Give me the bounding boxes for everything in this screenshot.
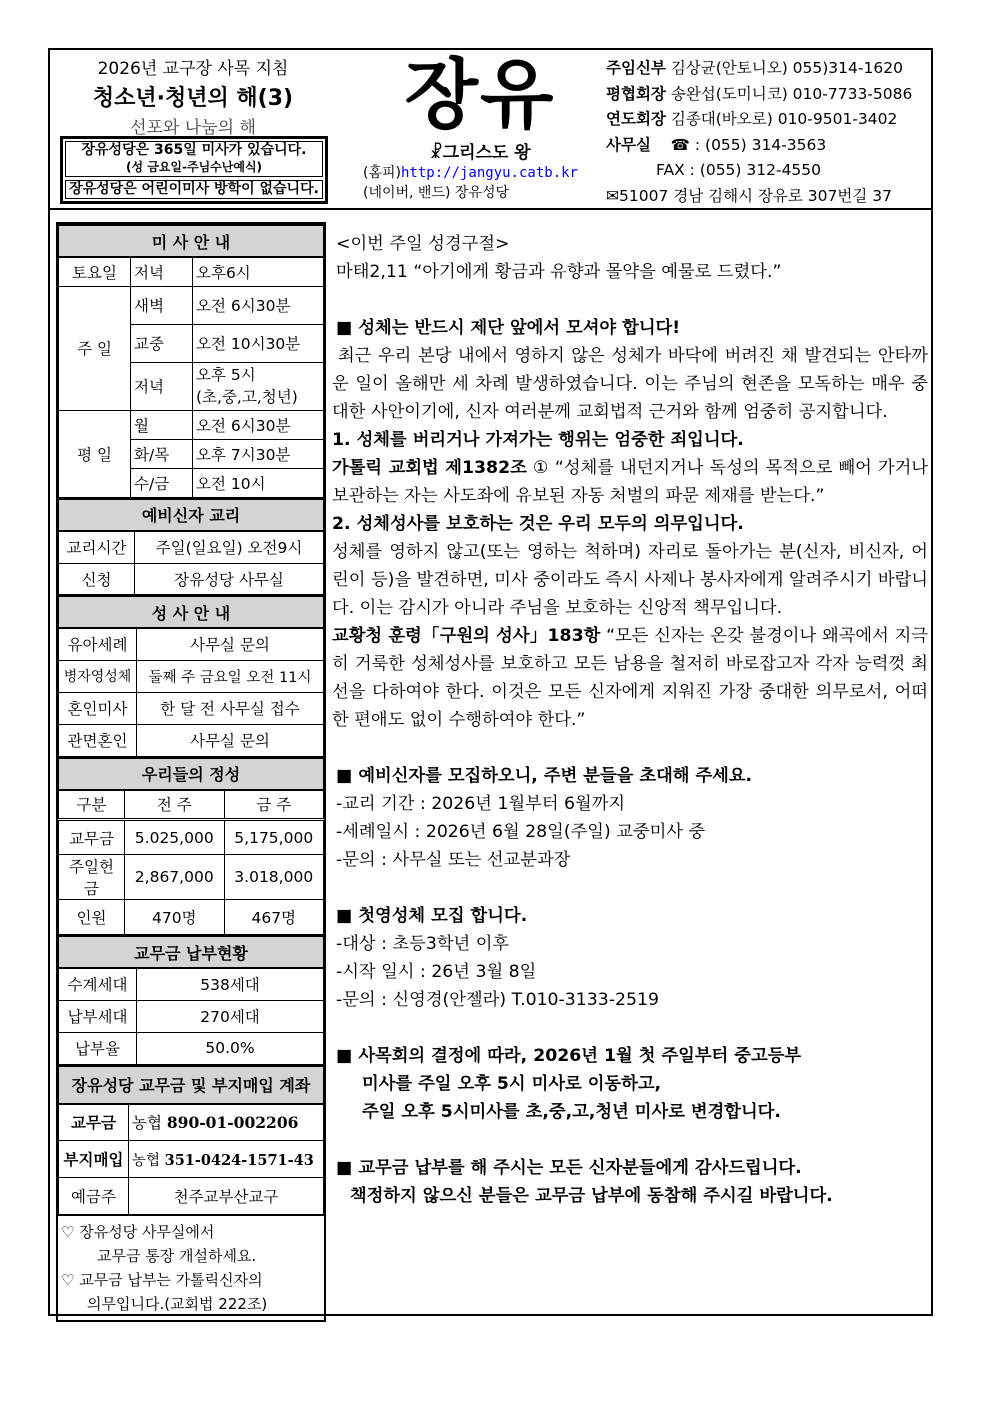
sacrament-table xyxy=(58,595,324,757)
address: 51007 경남 김해시 장유로 307번길 37 xyxy=(619,186,892,205)
feast-name: 그리스도 왕 xyxy=(442,143,531,163)
contact-row xyxy=(606,82,936,108)
section-title: 우리들의 정성 xyxy=(59,758,324,790)
section-title: ■ 예비신자를 모집하오니, 주변 분들을 초대해 주세요. xyxy=(336,766,753,786)
paragraph: 최근 우리 본당 내에서 영하지 않은 성체가 바닥에 버려진 채 발견되는 안타까운 일이 올해만 세 차례 발생하였습니다. 이는 주님의 현존을 모독하는 매우 중대한 사안이기에, 신자 여러분께 교회법적 근거와 함께 엄중히 공지합니다. xyxy=(332,346,928,422)
list-item: -대상 : 초등3학년 이후 xyxy=(336,934,510,954)
cell: 주 일 xyxy=(59,286,131,410)
cell: 평 일 xyxy=(59,410,131,497)
account-number: 890-01-002206 xyxy=(166,1113,299,1133)
section-title: 성 사 안 내 xyxy=(59,596,324,628)
contact-row xyxy=(606,56,936,82)
cell: 오전 10시30분 xyxy=(193,324,324,362)
note-line: ♡ 교무금 납부는 가톨릭신자의 xyxy=(61,1271,263,1289)
cell: 오후 7시30분 xyxy=(193,439,324,468)
cell: 전 주 xyxy=(125,790,225,820)
cell: 5,175,000 xyxy=(224,820,324,855)
cell: 5.025,000 xyxy=(125,820,225,855)
cell: 교무금 xyxy=(59,1104,129,1141)
bank: 농협 xyxy=(132,1114,162,1133)
cell: 신청 xyxy=(59,564,135,595)
section-title: ■ 사목회의 결정에 따라, 2026년 1월 첫 주일부터 중고등부 xyxy=(336,1046,802,1066)
section-title: 장유성당 교무금 및 부지매입 계좌 xyxy=(59,1066,324,1104)
section-title: ■ 첫영성체 모집 합니다. xyxy=(336,906,528,926)
cell: 구분 xyxy=(59,790,125,820)
info: 김종대(바오로) 010-9501-3402 xyxy=(670,110,898,128)
section-title: ■ 성체는 반드시 제단 앞에서 모셔야 합니다! xyxy=(336,318,681,338)
cell: 수/금 xyxy=(131,468,193,497)
cell: 저녁 xyxy=(131,362,193,410)
role: 평협회장 xyxy=(606,84,666,103)
quote xyxy=(332,454,928,510)
info: 김상균(안토니오) 055)314-1620 xyxy=(670,59,903,77)
subheading: 1. 성체를 버리거나 가져가는 행위는 엄중한 죄입니다. xyxy=(332,430,744,450)
cell: 수계세대 xyxy=(59,968,137,1000)
time: 오후 5시 xyxy=(196,366,256,384)
cell: 둘째 주 금요일 오전 11시 xyxy=(137,660,324,692)
cell: 병자영성체 xyxy=(59,660,137,692)
notice-box xyxy=(60,136,328,204)
office-row xyxy=(606,133,936,159)
masthead xyxy=(355,52,605,203)
section-title: ■ 교무금 납부를 해 주시는 모든 신자분들에게 감사드립니다. xyxy=(336,1158,802,1178)
cell: 467명 xyxy=(224,900,324,935)
cell xyxy=(129,1104,324,1141)
cell: 천주교부산교구 xyxy=(129,1178,324,1215)
subtheme: 선포와 나눔의 해 xyxy=(130,118,256,138)
notes xyxy=(58,1215,324,1320)
cell: 오후6시 xyxy=(193,257,324,286)
role: 주임신부 xyxy=(606,59,666,77)
cell: 혼인미사 xyxy=(59,692,137,724)
cell: 관면혼인 xyxy=(59,724,137,756)
logo: 장유 xyxy=(404,50,556,139)
paragraph: 성체를 영하지 않고(또는 영하는 척하며) 자리로 돌아가는 분(신자, 비신자, 어린이 등)을 발견하면, 미사 중이라도 즉시 사제나 봉사자에게 알려주시기 바랍니다. 이는 감시가 아니라 주님을 보호하는 신앙적 책무입니다. xyxy=(332,542,928,618)
theme-title: 청소년·청년의 해(3) xyxy=(92,86,294,111)
sidebar xyxy=(56,222,326,1322)
notice-children: 장유성당은 어린이미사 방학이 없습니다. xyxy=(65,180,323,199)
section-line: 주일 오후 5시미사를 초,중,고,청년 미사로 변경합니다. xyxy=(362,1102,781,1122)
cell: 인원 xyxy=(59,900,125,935)
cell: 부지매입 xyxy=(59,1141,129,1178)
catechism-table xyxy=(58,498,324,596)
notice-365 xyxy=(65,141,323,177)
notice-sub: (성 금요일-주님수난예식) xyxy=(125,160,263,174)
cell: 오전 6시30분 xyxy=(193,410,324,439)
sns-line: (네이버, 밴드) 장유성당 xyxy=(363,185,509,201)
cell: 사무실 문의 xyxy=(137,628,324,660)
bank: 농협 xyxy=(132,1152,161,1169)
section-line: 미사를 주일 오후 5시 미사로 이동하고, xyxy=(362,1074,662,1094)
subheading: 2. 성체성사를 보호하는 것은 우리 모두의 의무입니다. xyxy=(332,514,744,534)
contacts xyxy=(606,56,936,209)
feast-line xyxy=(355,138,605,163)
cell: 주일(일요일) 오전9시 xyxy=(135,531,324,564)
cell: 오전 10시 xyxy=(193,468,324,497)
cell: 월 xyxy=(131,410,193,439)
quote xyxy=(332,622,928,734)
cell: 470명 xyxy=(125,900,225,935)
citation: 가톨릭 교회법 제1382조 xyxy=(332,458,527,478)
list-item: -세례일시 : 2026년 6월 28일(주일) 교중미사 중 xyxy=(336,822,706,842)
payment-table xyxy=(58,935,324,1065)
cell: 유아세례 xyxy=(59,628,137,660)
address-row xyxy=(606,184,936,210)
notice-text: 장유성당은 365일 미사가 있습니다. xyxy=(81,142,307,158)
cell xyxy=(129,1141,324,1178)
mail-icon: ✉ xyxy=(606,186,619,205)
homepage-label: (홈피) xyxy=(363,165,401,181)
citation: 교황청 훈령「구원의 성사」183항 xyxy=(332,626,601,646)
gospel-verse: 마태2,11 “아기에게 황금과 유향과 몰약을 예물로 드렸다.” xyxy=(336,262,782,282)
cell: 납부율 xyxy=(59,1032,137,1064)
cell: 오전 6시30분 xyxy=(193,286,324,324)
office-phone: ☎ : (055) 314-3563 xyxy=(670,135,827,154)
section-line: 책정하지 않으신 분들은 교무금 납부에 동참해 주시길 바랍니다. xyxy=(350,1186,833,1206)
cell: 장유성당 사무실 xyxy=(135,564,324,595)
cell: 교무금 xyxy=(59,820,125,855)
contact-row xyxy=(606,107,936,133)
fax-row: FAX : (055) 312-4550 xyxy=(656,161,822,179)
info: 송완섭(도미니코) 010-7733-5086 xyxy=(670,84,913,103)
mass-table xyxy=(58,224,324,498)
list-item: -교리 기간 : 2026년 1월부터 6월까지 xyxy=(336,794,626,814)
cell: 화/목 xyxy=(131,439,193,468)
gospel-title: <이번 주일 성경구절> xyxy=(336,234,510,254)
chi-rho-icon: ☧ xyxy=(429,143,443,163)
quote-text: “모든 신자는 온갖 불경이나 왜곡에서 지극히 거룩한 성체성사를 보호하고 모든 남용을 철저히 바로잡고자 각자 능력껏 최선을 다하여야 한다. 이것은 모든 신자에게 지워진 가장 중대한 의무로서, 어떠한 편애도 없이 수행하여야 한다.” xyxy=(332,626,928,730)
cell: 2,867,000 xyxy=(125,855,225,900)
account-number: 351-0424-1571-43 xyxy=(164,1151,314,1169)
cell: 한 달 전 사무실 접수 xyxy=(137,692,324,724)
homepage-link[interactable]: http://jangyu.catb.kr xyxy=(400,165,578,181)
cell: 538세대 xyxy=(137,968,324,1000)
cell: 50.0% xyxy=(137,1032,324,1064)
cell: 교중 xyxy=(131,324,193,362)
note-line: 의무입니다.(교회법 222조) xyxy=(87,1295,268,1313)
cell: 금 주 xyxy=(224,790,324,820)
role: 연도회장 xyxy=(606,110,666,128)
cell: 3.018,000 xyxy=(224,855,324,900)
cell xyxy=(193,362,324,410)
list-item: -문의 : 신영경(안젤라) T.010-3133-2519 xyxy=(336,990,659,1010)
cell: 토요일 xyxy=(59,257,131,286)
header xyxy=(50,50,931,210)
list-item: -시작 일시 : 26년 3월 8일 xyxy=(336,962,537,982)
pastoral-theme xyxy=(58,54,328,138)
role: 사무실 xyxy=(606,135,651,154)
cell: 교리시간 xyxy=(59,531,135,564)
quote-text: ① “성체를 내던지거나 독성의 목적으로 빼어 가거나 보관하는 자는 사도좌에 유보된 자동 처벌의 파문 제재를 받는다.” xyxy=(332,458,928,506)
cell: 새벽 xyxy=(131,286,193,324)
cell: 270세대 xyxy=(137,1000,324,1032)
cell: 저녁 xyxy=(131,257,193,286)
cell: 사무실 문의 xyxy=(137,724,324,756)
bulletin-page xyxy=(48,48,933,1316)
main-content xyxy=(332,230,928,1210)
account-table xyxy=(58,1065,324,1216)
homepage-line xyxy=(355,163,605,183)
section-title: 교무금 납부현황 xyxy=(59,936,324,968)
cell: 예금주 xyxy=(59,1178,129,1215)
offering-table xyxy=(58,757,324,936)
note-line: ♡ 장유성당 사무실에서 xyxy=(61,1223,215,1241)
cell: 주일헌금 xyxy=(59,855,125,900)
note-line: 교무금 통장 개설하세요. xyxy=(97,1247,257,1265)
list-item: -문의 : 사무실 또는 선교분과장 xyxy=(336,850,571,870)
section-title: 미 사 안 내 xyxy=(59,225,324,257)
cell: 납부세대 xyxy=(59,1000,137,1032)
time-note: (초,중,고,청년) xyxy=(196,388,298,406)
year-line: 2026년 교구장 사목 지침 xyxy=(97,59,289,79)
section-title: 예비신자 교리 xyxy=(59,499,324,531)
